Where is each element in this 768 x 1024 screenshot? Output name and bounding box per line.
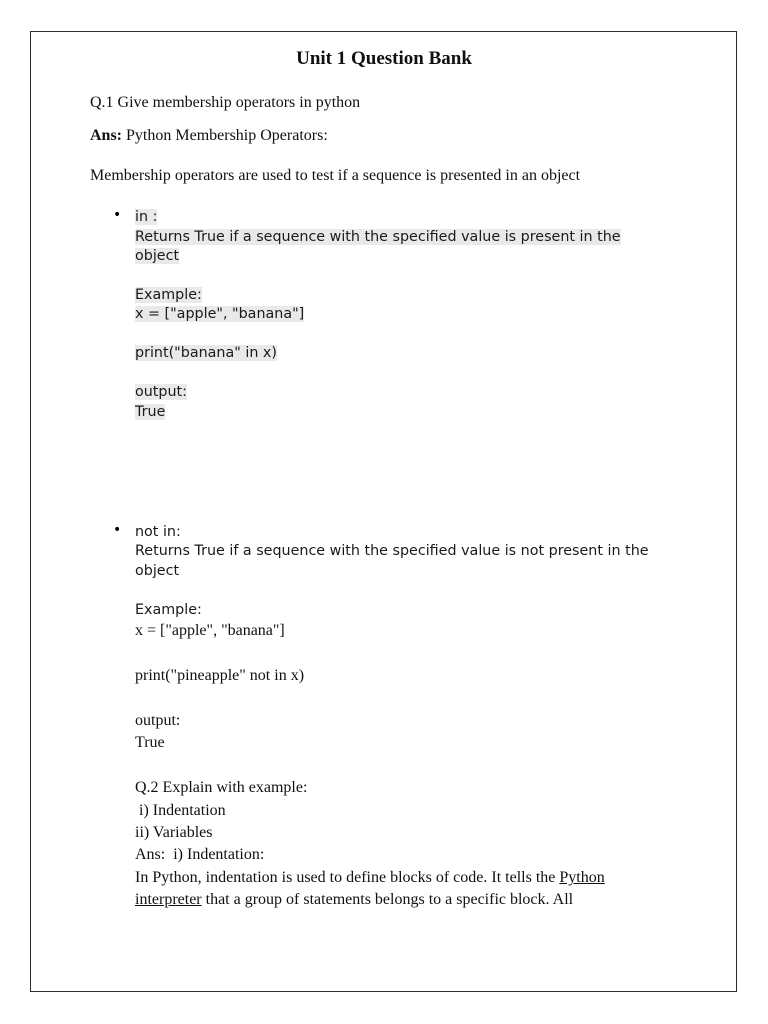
not-in-description-line-2: object	[135, 563, 180, 579]
question-2: Q.2 Explain with example:	[135, 779, 308, 796]
question-2-answer-line: Ans: i) Indentation:	[135, 846, 265, 863]
question-2-item-1: i) Indentation	[135, 802, 226, 819]
not-in-example-label: Example:	[135, 602, 202, 618]
not-in-description-line-1: Returns True if a sequence with the specified value is not present in the	[135, 543, 649, 559]
intro-paragraph: Membership operators are used to test if a sequence is presented in an object	[90, 167, 581, 184]
in-code-line-1: x = ["apple", "banana"]	[135, 306, 305, 322]
paragraph-text-1: In Python, indentation is used to define blocks of code. It tells the	[135, 869, 560, 886]
not-in-output-value: True	[135, 734, 165, 751]
indentation-paragraph-line-2	[135, 891, 573, 909]
in-operator-heading: in :	[135, 209, 158, 225]
in-description-line-2: object	[135, 248, 180, 264]
python-link[interactable]: Python	[559, 869, 605, 886]
not-in-code-line-1: x = ["apple", "banana"]	[135, 622, 285, 639]
question-1: Q.1 Give membership operators in python	[90, 94, 361, 111]
in-code-line-2: print("banana" in x)	[135, 345, 277, 361]
in-output-label: output:	[135, 384, 187, 400]
page-title: Unit 1 Question Bank	[296, 48, 472, 69]
interpreter-link[interactable]: interpreter	[135, 891, 202, 908]
paragraph-text-2: that a group of statements belongs to a specific block. All	[201, 891, 574, 908]
answer-label: Ans:	[90, 127, 123, 144]
bullet-point-in: •	[113, 207, 122, 223]
in-output-value: True	[135, 404, 166, 420]
answer-text: Python Membership Operators:	[122, 127, 328, 144]
not-in-code-line-2: print("pineapple" not in x)	[135, 667, 305, 684]
indentation-paragraph-line-1	[135, 869, 605, 887]
bullet-point-not-in: •	[113, 522, 122, 538]
in-example-label: Example:	[135, 287, 202, 303]
not-in-operator-heading: not in:	[135, 524, 181, 540]
in-description-line-1: Returns True if a sequence with the specified value is present in the	[135, 229, 621, 245]
not-in-output-label: output:	[135, 712, 181, 729]
question-2-item-2: ii) Variables	[135, 824, 213, 841]
answer-line	[90, 127, 328, 145]
